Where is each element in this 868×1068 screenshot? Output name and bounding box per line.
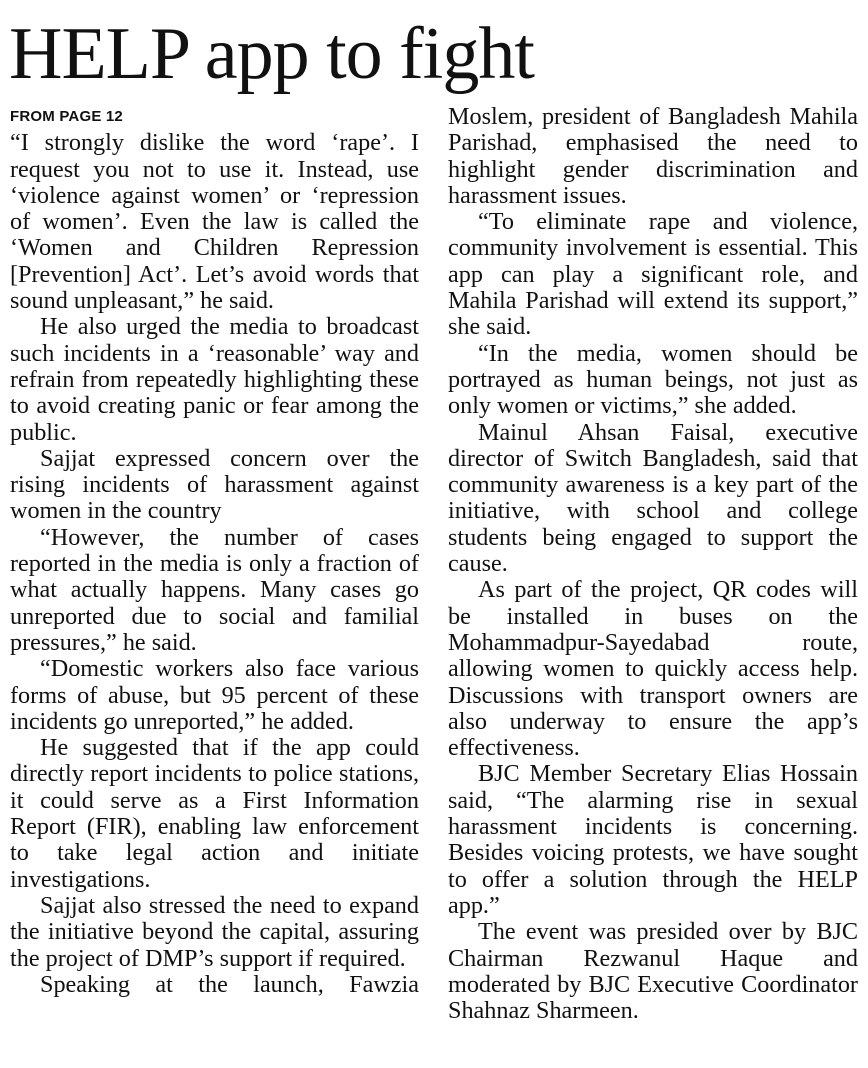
paragraph: BJC Member Secretary Elias Hossain said, “The alarming rise in sexual harassment incidents is concerning. Besides voicing protests, we have sought to offer a solution through the HELP app.” <box>448 760 858 919</box>
paragraph: “I strongly dislike the word ‘rape’. I request you not to use it. Instead, use ‘violence against women’ or ‘repression of women’. Even the law is called the ‘Women and Children Repression [Prevention] Act’. Let’s avoid words that sound unpleasant,” he said. <box>10 129 419 315</box>
paragraph: “In the media, women should be portrayed as human beings, not just as only women or victims,” she added. <box>448 339 858 420</box>
paragraph: Sajjat expressed concern over the rising incidents of harassment against women in the country <box>10 444 419 525</box>
headline: HELP app to fight <box>9 13 534 95</box>
paragraph: He also urged the media to broadcast such incidents in a ‘reasonable’ way and refrain from repeatedly highlighting these to avoid creating panic or fear among the public. <box>10 313 419 446</box>
article-column-right <box>448 104 858 1024</box>
paragraph: “To eliminate rape and violence, community involvement is essential. This app can play a significant role, and Mahila Parishad will extend its support,” she said. <box>448 208 858 341</box>
paragraph: As part of the project, QR codes will be installed in buses on the Mohammadpur-Sayedabad route, allowing women to quickly access help. Discussions with transport owners are also underway to ensure the app’s effectiveness. <box>448 576 858 762</box>
paragraph: Speaking at the launch, Fawzia <box>40 970 419 998</box>
jump-line: FROM PAGE 12 <box>10 108 123 125</box>
paragraph: “Domestic workers also face various forms of abuse, but 95 percent of these incidents go unreported,” he added. <box>10 655 419 735</box>
paragraph: Mainul Ahsan Faisal, executive director of Switch Bangladesh, said that community awareness is a key part of the initiative, with school and college students being engaged to support the cause. <box>448 418 858 578</box>
paragraph: He suggested that if the app could directly report incidents to police stations, it could serve as a First Information Report (FIR), enabling law enforcement to take legal action and initiate investigations. <box>10 734 419 893</box>
paragraph: “However, the number of cases reported in the media is only a fraction of what actually happens. Many cases go unreported due to social and familial pressures,” he said. <box>10 523 419 656</box>
paragraph: Sajjat also stressed the need to expand the initiative beyond the capital, assuring the project of DMP’s support if required. <box>10 891 419 972</box>
paragraph: Moslem, president of Bangladesh Mahila Parishad, emphasised the need to highlight gender discrimination and harassment issues. <box>448 103 858 209</box>
article-column-left <box>10 104 419 998</box>
paragraph: The event was presided over by BJC Chairman Rezwanul Haque and moderated by BJC Executive Coordinator Shahnaz Sharmeen. <box>448 918 858 1025</box>
